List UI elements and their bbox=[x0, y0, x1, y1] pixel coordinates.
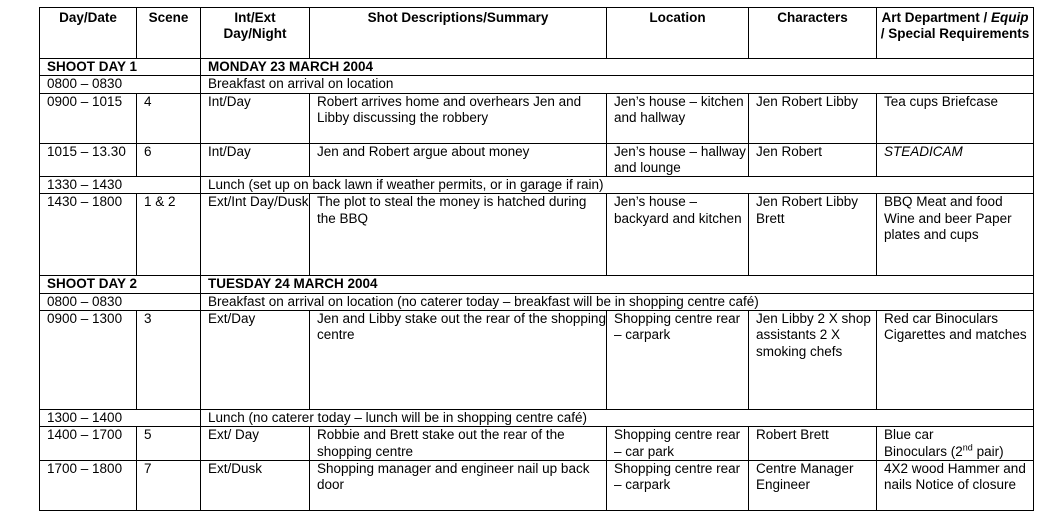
intext-cell: Ext/ Day bbox=[201, 427, 310, 461]
art-cell: STEADICAM bbox=[877, 143, 1034, 177]
breakfast-time: 0800 – 0830 bbox=[40, 76, 201, 93]
time-cell: 1700 – 1800 bbox=[40, 460, 137, 510]
shoot-day-label: SHOOT DAY 1 bbox=[40, 59, 201, 76]
breakfast-row bbox=[40, 293, 1034, 310]
scene-cell: 6 bbox=[137, 143, 201, 177]
intext-cell: Int/Day bbox=[201, 93, 310, 143]
intext-cell: Ext/Dusk bbox=[201, 460, 310, 510]
location-cell: Shopping centre rear – carpark bbox=[607, 311, 749, 410]
time-cell: 0900 – 1015 bbox=[40, 93, 137, 143]
breakfast-text: Breakfast on arrival on location (no caterer today – breakfast will be in shopping centre café) bbox=[201, 293, 1034, 310]
art-cell: 4X2 wood Hammer and nails Notice of closure bbox=[877, 460, 1034, 510]
intext-cell: Ext/Int Day/Dusk bbox=[201, 194, 310, 276]
shoot-day-label: SHOOT DAY 2 bbox=[40, 276, 201, 293]
header-description: Shot Descriptions/Summary bbox=[310, 8, 607, 59]
scene-cell: 1 & 2 bbox=[137, 194, 201, 276]
shoot-day-row bbox=[40, 276, 1034, 293]
location-cell: Jen’s house – kitchen and hallway bbox=[607, 93, 749, 143]
header-location: Location bbox=[607, 8, 749, 59]
characters-cell: Jen Robert bbox=[749, 143, 877, 177]
description-cell: Robbie and Brett stake out the rear of the shopping centre bbox=[310, 427, 607, 461]
schedule-row bbox=[40, 311, 1034, 410]
time-cell: 1400 – 1700 bbox=[40, 427, 137, 461]
schedule-row bbox=[40, 93, 1034, 143]
shoot-day-date: TUESDAY 24 MARCH 2004 bbox=[201, 276, 1034, 293]
characters-cell: Jen Libby 2 X shop assistants 2 X smoking chefs bbox=[749, 311, 877, 410]
schedule-row bbox=[40, 460, 1034, 510]
breakfast-time: 0800 – 0830 bbox=[40, 293, 201, 310]
lunch-row bbox=[40, 410, 1034, 427]
lunch-text: Lunch (set up on back lawn if weather permits, or in garage if rain) bbox=[201, 177, 1034, 194]
time-cell: 0900 – 1300 bbox=[40, 311, 137, 410]
header-row bbox=[40, 8, 1034, 59]
breakfast-text: Breakfast on arrival on location bbox=[201, 76, 1034, 93]
shoot-day-row bbox=[40, 59, 1034, 76]
description-cell: Jen and Libby stake out the rear of the shopping centre bbox=[310, 311, 607, 410]
breakfast-row bbox=[40, 76, 1034, 93]
shooting-schedule-table bbox=[39, 7, 1034, 511]
lunch-time: 1330 – 1430 bbox=[40, 177, 201, 194]
shoot-day-date: MONDAY 23 MARCH 2004 bbox=[201, 59, 1034, 76]
lunch-row bbox=[40, 177, 1034, 194]
scene-cell: 7 bbox=[137, 460, 201, 510]
schedule-row bbox=[40, 427, 1034, 461]
description-cell: Robert arrives home and overhears Jen and Libby discussing the robbery bbox=[310, 93, 607, 143]
characters-cell: Robert Brett bbox=[749, 427, 877, 461]
location-cell: Shopping centre rear – carpark bbox=[607, 460, 749, 510]
schedule-row bbox=[40, 194, 1034, 276]
art-cell: BBQ Meat and food Wine and beer Paper plates and cups bbox=[877, 194, 1034, 276]
description-cell: The plot to steal the money is hatched during the BBQ bbox=[310, 194, 607, 276]
art-cell: Blue car Binoculars (2nd pair) bbox=[877, 427, 1034, 461]
lunch-time: 1300 – 1400 bbox=[40, 410, 201, 427]
time-cell: 1015 – 13.30 bbox=[40, 143, 137, 177]
description-cell: Jen and Robert argue about money bbox=[310, 143, 607, 177]
intext-cell: Int/Day bbox=[201, 143, 310, 177]
header-intext: Int/Ext Day/Night bbox=[201, 8, 310, 59]
header-characters: Characters bbox=[749, 8, 877, 59]
lunch-text: Lunch (no caterer today – lunch will be in shopping centre café) bbox=[201, 410, 1034, 427]
schedule-row bbox=[40, 143, 1034, 177]
art-cell: Red car Binoculars Cigarettes and matches bbox=[877, 311, 1034, 410]
intext-cell: Ext/Day bbox=[201, 311, 310, 410]
header-scene: Scene bbox=[137, 8, 201, 59]
location-cell: Shopping centre rear – car park bbox=[607, 427, 749, 461]
scene-cell: 4 bbox=[137, 93, 201, 143]
characters-cell: Jen Robert Libby bbox=[749, 93, 877, 143]
scene-cell: 5 bbox=[137, 427, 201, 461]
header-art-department: Art Department / Equip / Special Requirements bbox=[877, 8, 1034, 59]
location-cell: Jen’s house – hallway and lounge bbox=[607, 143, 749, 177]
art-cell: Tea cups Briefcase bbox=[877, 93, 1034, 143]
characters-cell: Centre Manager Engineer bbox=[749, 460, 877, 510]
time-cell: 1430 – 1800 bbox=[40, 194, 137, 276]
description-cell: Shopping manager and engineer nail up back door bbox=[310, 460, 607, 510]
header-date: Day/Date bbox=[40, 8, 137, 59]
scene-cell: 3 bbox=[137, 311, 201, 410]
characters-cell: Jen Robert Libby Brett bbox=[749, 194, 877, 276]
location-cell: Jen’s house – backyard and kitchen bbox=[607, 194, 749, 276]
